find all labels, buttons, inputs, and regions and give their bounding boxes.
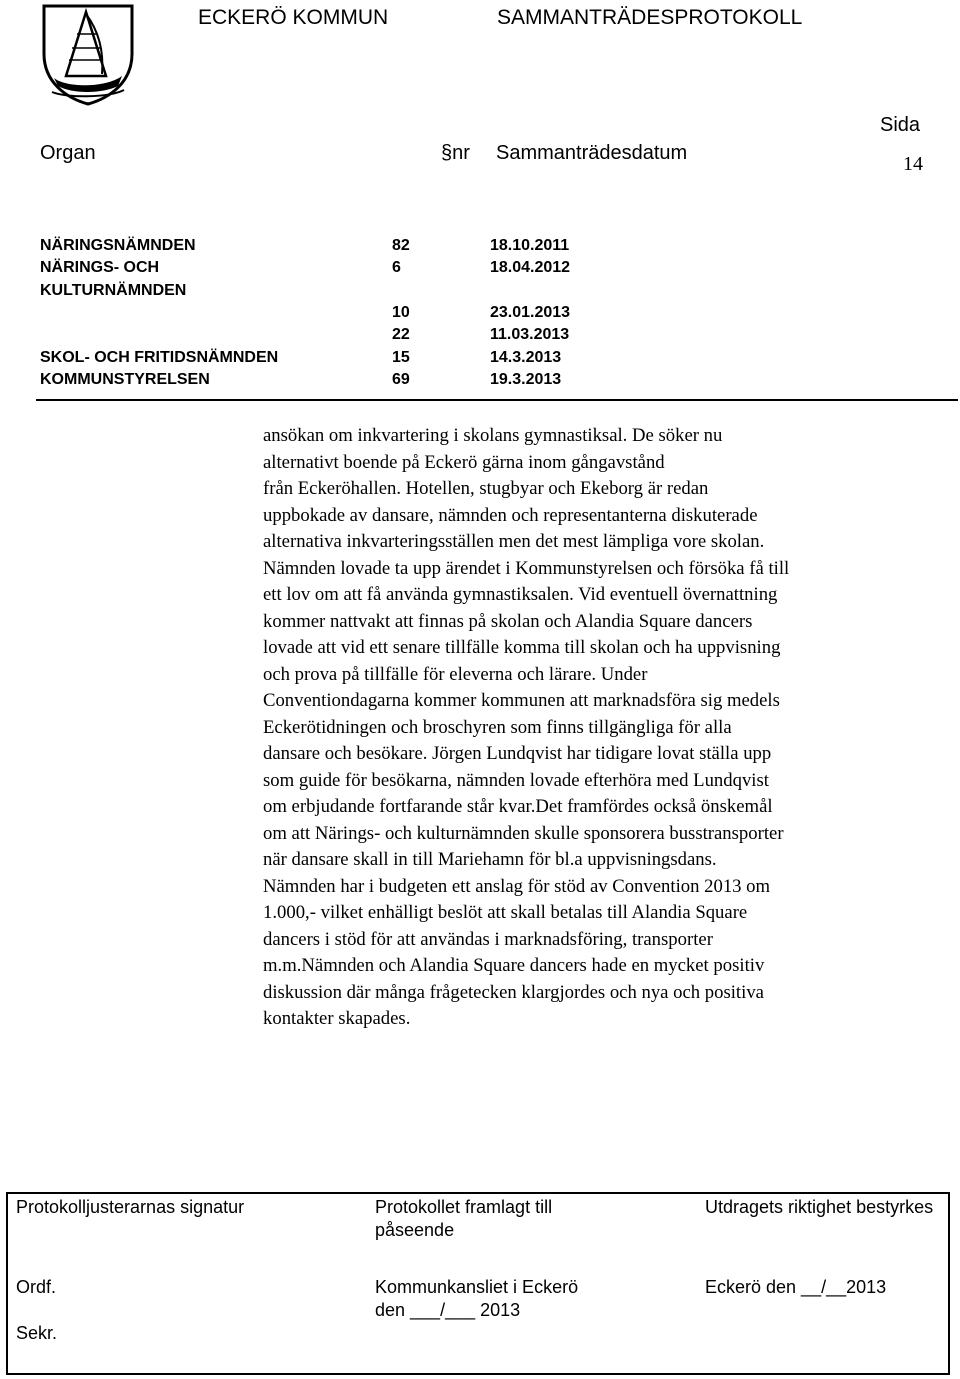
body-line: från Eckeröhallen. Hotellen, stugbyar och Ekeborg är redan [263,478,709,499]
meeting-date: 18.04.2012 [490,259,571,276]
body-line: 1.000,- vilket enhälligt beslöt att skall betalas till Alandia Square [263,902,748,923]
meeting-organ: KULTURNÄMNDEN [40,282,187,299]
meeting-nr: 22 [392,326,410,343]
meeting-nr: 69 [392,371,410,388]
body-line: diskussion där många frågetecken klargjordes och nya och positiva [263,981,764,1003]
meeting-nr: 10 [392,304,410,321]
body-line: lovade att vid ett senare tillfälle komma till skolan och ha uppvisning [263,637,781,658]
body-line: dancers i stöd för att användas i marknadsföring, transporter [263,928,713,950]
body-line: om att Närings- och kulturnämnden skulle sponsorera busstransporter [263,822,784,844]
paragraph-label: §nr [441,142,470,164]
meeting-nr: 6 [392,259,401,276]
body-line: kommer nattvakt att finnas på skolan och Alandia Square dancers [263,610,753,632]
publication-date: den ___/___ 2013 [375,1300,521,1320]
certification-heading: Utdragets riktighet bestyrkes [705,1197,934,1217]
chairman-label: Ordf. [16,1277,57,1297]
body-line: dansare och besökare. Jörgen Lundqvist har tidigare lovat ställa upp [263,743,772,764]
meeting-date: 11.03.2013 [490,326,570,343]
page-number: 14 [903,153,923,175]
meeting-date: 23.01.2013 [490,304,571,321]
meeting-organ: NÄRINGSNÄMNDEN [40,237,196,254]
body-line: om erbjudande fortfarande står kvar.Det framfördes också önskemål [263,796,773,817]
date-label: Sammanträdesdatum [496,142,688,164]
header-divider [36,399,958,401]
publication-place: Kommunkansliet i Eckerö [375,1277,579,1297]
body-line: Eckerötidningen och broschyren som finns tillgängliga för alla [263,716,732,738]
meeting-organ: KOMMUNSTYRELSEN [40,371,210,388]
document-type: SAMMANTRÄDESPROTOKOLL [497,6,803,29]
page-label: Sida [880,114,921,136]
body-line: som guide för besökarna, nämnden lovade efterhöra med Lundqvist [263,769,769,791]
body-line: och prova på tillfälle för eleverna och lärare. Under [263,663,648,685]
protocol-body [263,423,933,1033]
body-line: kontakter skapades. [263,1008,411,1029]
eckero-coat-of-arms-logo [36,2,140,106]
secretary-label: Sekr. [16,1323,58,1343]
meeting-nr: 82 [392,237,410,254]
body-line: när dansare skall in till Mariehamn för bl.a uppvisningsdans. [263,849,717,870]
body-line: alternativa inkvarteringsställen men det mest lämpliga vore skolan. [263,531,765,552]
certification-date: Eckerö den __/__2013 [705,1277,887,1297]
body-line: ansökan om inkvartering i skolans gymnastiksal. De söker nu [263,425,723,446]
publication-heading: Protokollet framlagt till påseende [375,1197,553,1240]
meeting-nr: 15 [392,349,410,366]
body-line: m.m.Nämnden och Alandia Square dancers hade en mycket positiv [263,955,765,976]
meeting-date: 19.3.2013 [490,371,562,388]
body-line: uppbokade av dansare, nämnden och representanterna diskuterade [263,504,758,526]
signature-heading: Protokolljusterarnas signatur [16,1197,245,1217]
signature-footer [6,1192,950,1375]
body-line: Nämnden lovade ta upp ärendet i Kommunstyrelsen och försöka få till [263,557,790,579]
body-line: alternativt boende på Eckerö gärna inom gångavstånd [263,451,665,473]
organ-label: Organ [40,142,96,164]
meeting-organ: SKOL- OCH FRITIDSNÄMNDEN [40,349,279,366]
body-line: Conventiondagarna kommer kommunen att marknadsföra sig medels [263,690,780,711]
meeting-date: 14.3.2013 [490,349,562,366]
meeting-organ: NÄRINGS- OCH [40,259,160,276]
body-line: Nämnden har i budgeten ett anslag för stöd av Convention 2013 om [263,875,771,897]
municipality-name: ECKERÖ KOMMUN [198,6,389,29]
body-line: ett lov om att få använda gymnastiksalen. Vid eventuell övernattning [263,584,778,605]
meeting-date: 18.10.2011 [490,237,570,254]
